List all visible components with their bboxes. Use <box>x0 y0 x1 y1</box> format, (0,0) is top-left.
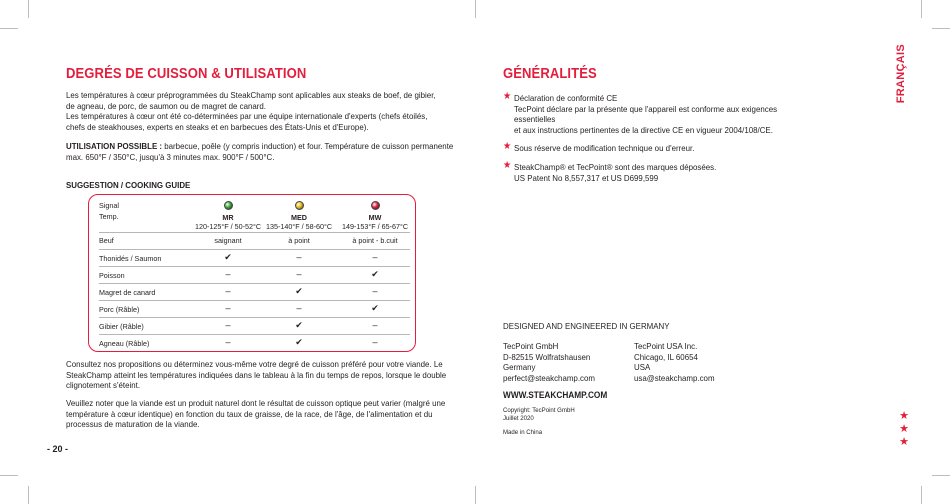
paragraph-line: SteakChamp atteint les températures indiquées dans le tableau à la fin du temps de repos, lorsque le double <box>66 369 447 380</box>
mark: ✔ <box>295 320 303 330</box>
paragraph-line: température à cœur identique) en fonction du taux de graisse, de la race, de l'âge, de l'alimentation et du <box>66 408 433 419</box>
designed-in-germany: DESIGNED AND ENGINEERED IN GERMANY <box>503 321 670 331</box>
doneness-code: MW <box>368 213 382 222</box>
mark: – <box>225 337 231 347</box>
star-icon: ★ <box>503 159 512 171</box>
copyright: Copyright: TecPoint GmbH <box>503 407 575 414</box>
row-label: Poisson <box>99 271 125 280</box>
natural-product-paragraph <box>66 398 462 430</box>
bullet-line: et aux instructions pertinentes de la directive CE en vigueur 2004/108/CE. <box>514 124 773 135</box>
list-item <box>503 143 816 154</box>
crop-mark <box>932 475 950 476</box>
temp-label: Temp. <box>99 212 119 221</box>
address-line: TecPoint USA Inc. <box>634 341 698 351</box>
address-line: Chicago, IL 60654 <box>634 351 698 362</box>
temperature-range: 120-125°F / 50-52°C <box>194 222 262 231</box>
table-row <box>99 233 410 250</box>
row-label: Beuf <box>99 236 114 245</box>
address-line: USA <box>634 362 651 373</box>
star-icon: ★ <box>503 141 512 153</box>
three-stars-logo <box>897 410 911 449</box>
table-row <box>99 318 410 335</box>
usage-text: barbecue, poêle (y compris induction) et four. Température de cuisson permanente <box>162 141 454 151</box>
usage-label: UTILISATION POSSIBLE : <box>66 141 163 151</box>
mark: ✔ <box>295 286 303 296</box>
page-number: - 20 - <box>47 444 69 454</box>
language-tab <box>895 44 909 104</box>
table-row <box>99 335 410 351</box>
website-link[interactable]: WWW.STEAKCHAMP.COM <box>503 390 608 400</box>
mark: – <box>225 269 231 279</box>
mark: ✔ <box>295 337 303 347</box>
mark: – <box>372 252 378 262</box>
list-item <box>503 93 816 135</box>
bullet-line: US Patent No 8,557,317 et US D699,599 <box>514 172 659 183</box>
doneness-label: saignant <box>214 236 242 245</box>
recommendation-paragraph <box>66 359 462 391</box>
intro-line: Les températures à cœur préprogrammées du SteakChamp sont aplicables aux steaks de boef, de gibier, <box>66 90 436 100</box>
mark: – <box>225 286 231 296</box>
mark: – <box>296 303 302 313</box>
table-row <box>99 284 410 301</box>
mark: – <box>372 320 378 330</box>
doneness-label: à point - b.cuit <box>352 236 398 245</box>
mark: – <box>372 337 378 347</box>
email-link[interactable]: perfect@steakchamp.com <box>503 372 595 383</box>
row-label: Porc (Râble) <box>99 305 140 314</box>
paragraph-line: Veuillez noter que la viande est un produit naturel dont le résultat de cuisson optique peut varier (malgré une <box>66 398 446 408</box>
row-label: Thonidés / Saumon <box>99 254 162 263</box>
column-mw <box>330 201 420 231</box>
crop-mark <box>921 0 922 18</box>
address-germany <box>503 341 632 383</box>
star-icon: ★ <box>899 423 909 435</box>
star-icon: ★ <box>899 410 909 422</box>
row-label: Gibier (Râble) <box>99 322 144 331</box>
copyright-block <box>503 407 575 438</box>
bullet-line: TecPoint déclare par la présente que l'appareil est conforme aux exigences essentielles <box>514 103 778 125</box>
row-label: Magret de canard <box>99 288 156 297</box>
section-title-doneness: DEGRÉS DE CUISSON & UTILISATION <box>66 66 307 82</box>
signal-green-icon <box>224 201 233 210</box>
temperature-range: 135-140°F / 58-60°C <box>265 222 333 231</box>
bullet-line: SteakChamp® et TecPoint® sont des marques déposées. <box>514 161 717 172</box>
mark: – <box>372 286 378 296</box>
temperature-range: 149-153°F / 65-67°C <box>341 222 409 231</box>
address-line: D-82515 Wolfratshausen <box>503 351 591 362</box>
crop-mark <box>0 28 18 29</box>
table-row <box>99 250 410 267</box>
doneness-label: à point <box>288 236 310 245</box>
address-line: Germany <box>503 362 536 373</box>
address-line: TecPoint GmbH <box>503 341 559 351</box>
table-row <box>99 301 410 318</box>
intro-line: de agneau, de porc, de saumon ou de magret de canard. <box>66 100 266 111</box>
paragraph-line: processus de maturation de la viande. <box>66 419 200 430</box>
mark: – <box>225 303 231 313</box>
crop-mark <box>475 486 476 504</box>
address-usa <box>634 341 763 383</box>
mark: ✔ <box>224 252 232 262</box>
crop-mark <box>0 475 18 476</box>
mark: – <box>225 320 231 330</box>
bullet-line: Déclaration de conformité CE <box>514 93 618 103</box>
intro-paragraph <box>66 90 462 132</box>
crop-mark <box>28 486 29 504</box>
signal-label: Signal <box>99 201 119 210</box>
row-label: Agneau (Râble) <box>99 339 150 348</box>
signal-yellow-icon <box>295 201 304 210</box>
mark: – <box>296 252 302 262</box>
paragraph-line: clignotement s'éteint. <box>66 380 141 391</box>
email-link[interactable]: usa@steakchamp.com <box>634 372 715 383</box>
table-row <box>99 267 410 284</box>
general-bullet-list <box>503 93 843 191</box>
star-icon: ★ <box>503 91 512 102</box>
made-in: Made in China <box>503 429 543 437</box>
usage-text: max. 650°F / 350°C, jusqu'à 3 minutes max. 900°F / 500°C. <box>66 151 275 162</box>
signal-red-icon <box>371 201 380 210</box>
doneness-code: MR <box>222 213 234 222</box>
list-item <box>503 159 816 183</box>
bullet-line: Sous réserve de modification technique ou d'erreur. <box>514 143 695 154</box>
star-icon: ★ <box>899 436 909 448</box>
publication-date: Juillet 2020 <box>503 415 534 423</box>
mark: – <box>296 269 302 279</box>
section-title-general: GÉNÉRALITÉS <box>503 66 597 82</box>
crop-mark <box>932 28 950 29</box>
crop-mark <box>475 0 476 18</box>
usage-paragraph <box>66 141 462 162</box>
mark: ✔ <box>371 303 379 313</box>
intro-line: chefs de steakhouses, experts en steaks et en barbecues des États-Unis et d'Europe). <box>66 121 369 132</box>
intro-line: Les températures à cœur ont été co-déterminées par une équipe internationale d'experts (chefs étoilés, <box>66 111 428 122</box>
mark: ✔ <box>371 269 379 279</box>
doneness-code: MED <box>291 213 307 222</box>
crop-mark <box>921 486 922 504</box>
paragraph-line: Consultez nos propositions ou déterminez vous-même votre degré de cuisson préféré pour votre viande. Le <box>66 359 443 369</box>
cooking-guide-title: SUGGESTION / COOKING GUIDE <box>66 180 191 190</box>
language-label: FRANÇAIS <box>895 44 907 104</box>
crop-mark <box>28 0 29 18</box>
